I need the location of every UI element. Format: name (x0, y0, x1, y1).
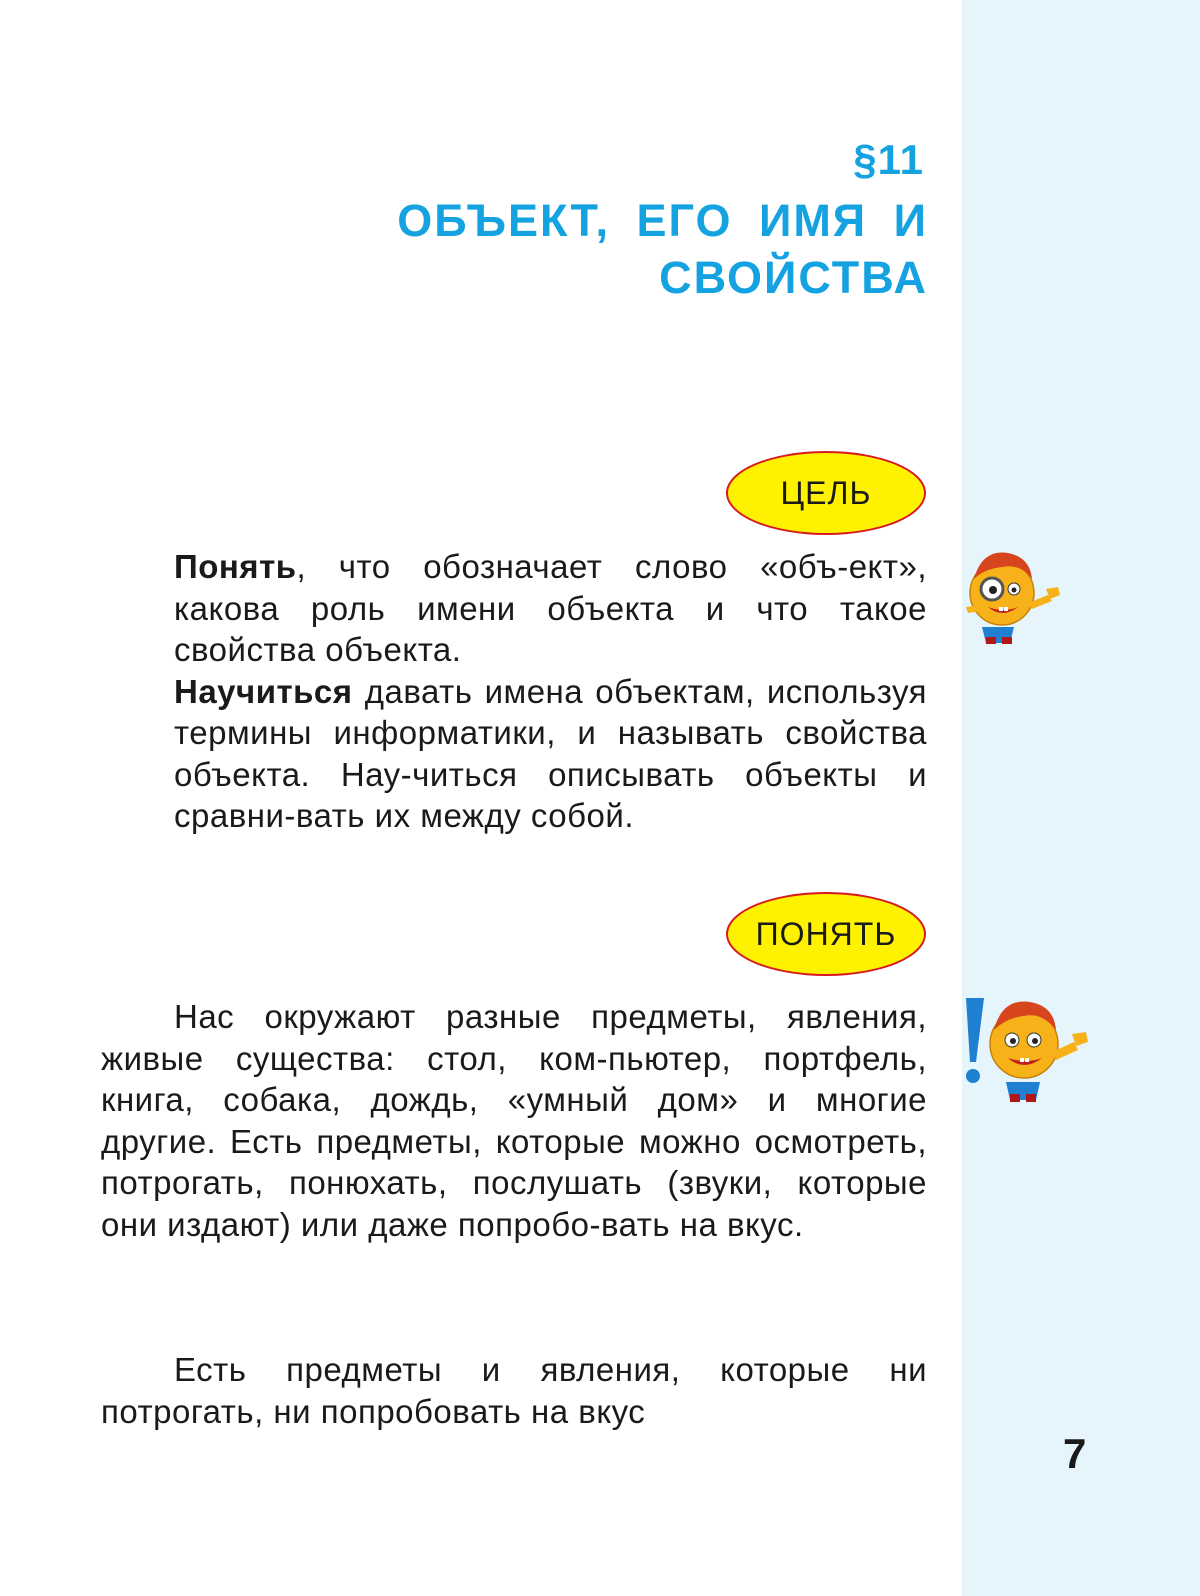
understand-badge-label: ПОНЯТЬ (755, 915, 897, 952)
side-strip (962, 0, 1200, 1596)
understand-badge (726, 892, 926, 976)
page-number: 7 (1063, 1430, 1087, 1477)
exclamation-mascot-icon (962, 992, 1094, 1104)
goal-badge-label: ЦЕЛЬ (780, 474, 872, 511)
goal-text-part1: , что обозначает слово «объ-ект», какова роль имени объекта и что такое свойства объекта. (174, 548, 927, 668)
goal-text-part2: давать имена объектам, используя термины информатики, и называть свойства объекта. Нау-читься описывать объекты и сравни-вать их между собой. (174, 672, 927, 834)
magnifier-mascot-icon (962, 545, 1067, 645)
goal-badge (726, 451, 926, 535)
goal-text (174, 546, 927, 837)
body-paragraph-2: Есть предметы и явления, которые ни потрогать, ни попробовать на вкус (101, 1351, 927, 1430)
page-title: ОБЪЕКТ, ЕГО ИМЯ И СВОЙСТВА (397, 195, 928, 303)
body-paragraph-1: Нас окружают разные предметы, явления, живые существа: стол, ком-пьютер, портфель, книга, собака, дождь, «умный дом» и многие другие. Есть предметы, которые можно осмотреть, потрогать, понюхать, послушать (звуки, которые они издают) или даже попробо-вать на вкус. (101, 998, 927, 1243)
section-number: §11 (853, 136, 924, 183)
goal-bold-learn: Научиться (174, 672, 353, 710)
goal-bold-understand: Понять (174, 548, 297, 585)
